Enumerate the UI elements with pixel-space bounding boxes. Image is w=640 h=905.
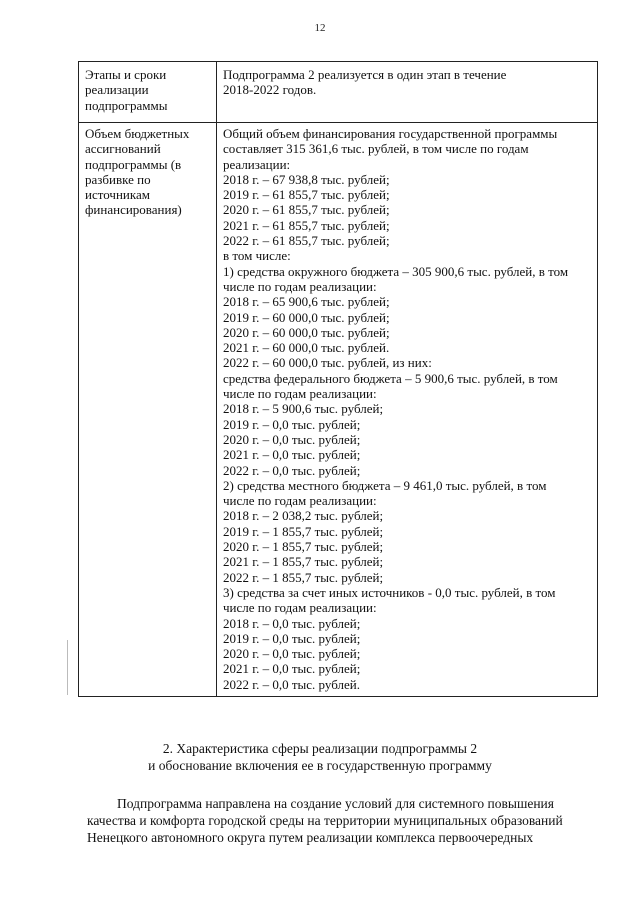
- funding-line: числе по годам реализации:: [223, 493, 377, 509]
- funding-line: 2019 г. – 0,0 тыс. рублей;: [223, 416, 361, 432]
- funding-line: 2) средства местного бюджета – 9 461,0 тыс. рублей, в том: [223, 477, 547, 493]
- funding-line: 2020 г. – 0,0 тыс. рублей;: [223, 646, 361, 662]
- funding-line: 2019 г. – 60 000,0 тыс. рублей;: [223, 309, 390, 325]
- funding-line: средства федерального бюджета – 5 900,6 тыс. рублей, в том: [223, 370, 558, 386]
- funding-line: 2021 г. – 61 855,7 тыс. рублей;: [223, 217, 390, 233]
- funding-line: 2018 г. – 0,0 тыс. рублей;: [223, 615, 361, 631]
- section-paragraph: [87, 795, 602, 846]
- stages-label-line: реализации: [85, 82, 149, 98]
- funding-line: 2018 г. – 2 038,2 тыс. рублей;: [223, 508, 384, 524]
- funding-line: 2021 г. – 60 000,0 тыс. рублей.: [223, 340, 390, 356]
- funding-line: 2019 г. – 0,0 тыс. рублей;: [223, 630, 361, 646]
- section-heading-line: и обоснование включения ее в государственную программу: [148, 758, 492, 773]
- funding-line: составляет 315 361,6 тыс. рублей, в том числе по годам: [223, 141, 529, 157]
- funding-line: 2018 г. – 5 900,6 тыс. рублей;: [223, 401, 384, 417]
- stages-content-line: 2018-2022 годов.: [223, 82, 317, 98]
- funding-line: 2021 г. – 1 855,7 тыс. рублей;: [223, 554, 384, 570]
- funding-label-line: финансирования): [85, 202, 182, 218]
- table-row-funding: [79, 123, 598, 697]
- funding-label-line: ассигнований: [85, 141, 161, 157]
- funding-content-cell: [217, 123, 598, 697]
- section-heading-line: 2. Характеристика сферы реализации подпрограммы 2: [162, 741, 478, 756]
- funding-line: 2020 г. – 0,0 тыс. рублей;: [223, 431, 361, 447]
- section-heading: [0, 740, 640, 774]
- paragraph-line: Ненецкого автономного округа путем реализации комплекса первоочередных: [87, 830, 534, 845]
- paragraph-line: качества и комфорта городской среды на территории муниципальных образований: [87, 813, 563, 828]
- funding-line: 2020 г. – 1 855,7 тыс. рублей;: [223, 539, 384, 555]
- page-number: 12: [314, 22, 326, 34]
- funding-label-line: Объем бюджетных: [85, 126, 190, 141]
- funding-line: 2022 г. – 60 000,0 тыс. рублей, из них:: [223, 355, 432, 371]
- funding-line: Общий объем финансирования государственной программы: [223, 126, 558, 141]
- funding-line: реализации:: [223, 156, 291, 172]
- stages-content-cell: [217, 62, 598, 123]
- stages-content-line: Подпрограмма 2 реализуется в один этап в течение: [223, 67, 507, 82]
- paragraph-line: Подпрограмма направлена на создание условий для системного повышения: [117, 796, 554, 811]
- funding-line: в том числе:: [223, 248, 291, 264]
- funding-line: 2020 г. – 61 855,7 тыс. рублей;: [223, 202, 390, 218]
- funding-label-cell: [79, 123, 217, 697]
- stages-label-line: подпрограммы: [85, 97, 168, 113]
- funding-line: 2021 г. – 0,0 тыс. рублей;: [223, 661, 361, 677]
- funding-line: числе по годам реализации:: [223, 278, 377, 294]
- funding-line: 1) средства окружного бюджета – 305 900,6 тыс. рублей, в том: [223, 263, 569, 279]
- funding-line: 2022 г. – 0,0 тыс. рублей;: [223, 462, 361, 478]
- subprogram-passport-table: [78, 61, 598, 697]
- funding-line: 2019 г. – 61 855,7 тыс. рублей;: [223, 187, 390, 203]
- funding-line: 2022 г. – 0,0 тыс. рублей.: [223, 676, 360, 692]
- funding-line: числе по годам реализации:: [223, 386, 377, 402]
- funding-line: числе по годам реализации:: [223, 600, 377, 616]
- funding-line: 2018 г. – 67 938,8 тыс. рублей;: [223, 171, 390, 187]
- funding-label-line: разбивке по: [85, 171, 151, 187]
- funding-line: 2020 г. – 60 000,0 тыс. рублей;: [223, 324, 390, 340]
- table-row-stages: [79, 62, 598, 123]
- funding-line: 2018 г. – 65 900,6 тыс. рублей;: [223, 294, 390, 310]
- funding-label-line: источникам: [85, 187, 150, 203]
- stages-label-cell: [79, 62, 217, 123]
- margin-mark: [67, 640, 68, 695]
- funding-line: 2022 г. – 1 855,7 тыс. рублей;: [223, 569, 384, 585]
- funding-label-line: подпрограммы (в: [85, 156, 182, 172]
- funding-line: 2021 г. – 0,0 тыс. рублей;: [223, 447, 361, 463]
- stages-label-line: Этапы и сроки: [85, 67, 167, 82]
- funding-line: 3) средства за счет иных источников - 0,0 тыс. рублей, в том: [223, 584, 556, 600]
- funding-line: 2022 г. – 61 855,7 тыс. рублей;: [223, 233, 390, 249]
- funding-line: 2019 г. – 1 855,7 тыс. рублей;: [223, 523, 384, 539]
